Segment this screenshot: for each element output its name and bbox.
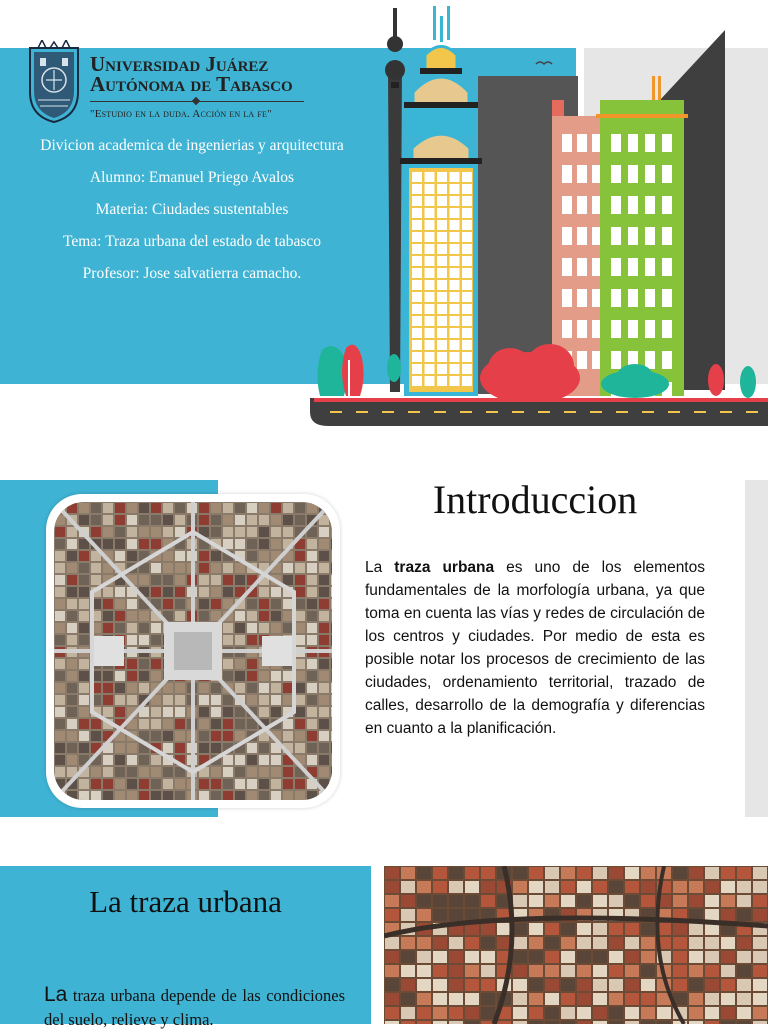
traza-title: La traza urbana (89, 884, 282, 919)
university-name-line2: Autónoma de Tabasco (90, 72, 293, 96)
traza-text-cap: La (44, 983, 68, 1006)
intro-title: Introduccion (432, 477, 638, 522)
university-name (90, 54, 320, 94)
aerial-city-grid-photo (54, 502, 332, 800)
university-motto: "Estudio en la duda. Acción en la fe" (90, 108, 272, 120)
university-name-line1: Universidad Juárez (90, 52, 269, 76)
aerial-rooftops-photo (384, 866, 768, 1024)
intro-text-prefix: La (365, 559, 395, 576)
traza-paragraph (44, 983, 345, 1032)
university-seal-icon (24, 40, 84, 124)
city-skyline-illustration (300, 0, 768, 432)
cover-professor: Profesor: Jose salvatierra camacho. (82, 265, 302, 282)
cover-division: Divicion academica de ingenierias y arquitectura (40, 137, 344, 154)
intro-paragraph (365, 556, 705, 740)
cover-subject: Materia: Ciudades sustentables (95, 201, 289, 218)
intro-text-rest: es uno de los elementos fundamentales de la morfología urbana, ya que toma en cuenta las vías y redes de circulación de los centros y ciudades. Por medio de esta es posible notar los procesos de crecimiento de las ciudades, ordenamiento territorial, trazado de calles, desarrollo de la demografía y diferencias en cuanto a la planificación. (365, 559, 705, 737)
cover-topic: Tema: Traza urbana del estado de tabasco (62, 233, 321, 250)
cover-student: Alumno: Emanuel Priego Avalos (89, 169, 295, 186)
intro-text-bold: traza urbana (394, 559, 495, 576)
traza-text-rest: traza urbana depende de las condiciones del suelo, relieve y clima. (44, 986, 345, 1029)
intro-grey-strip (745, 480, 768, 817)
